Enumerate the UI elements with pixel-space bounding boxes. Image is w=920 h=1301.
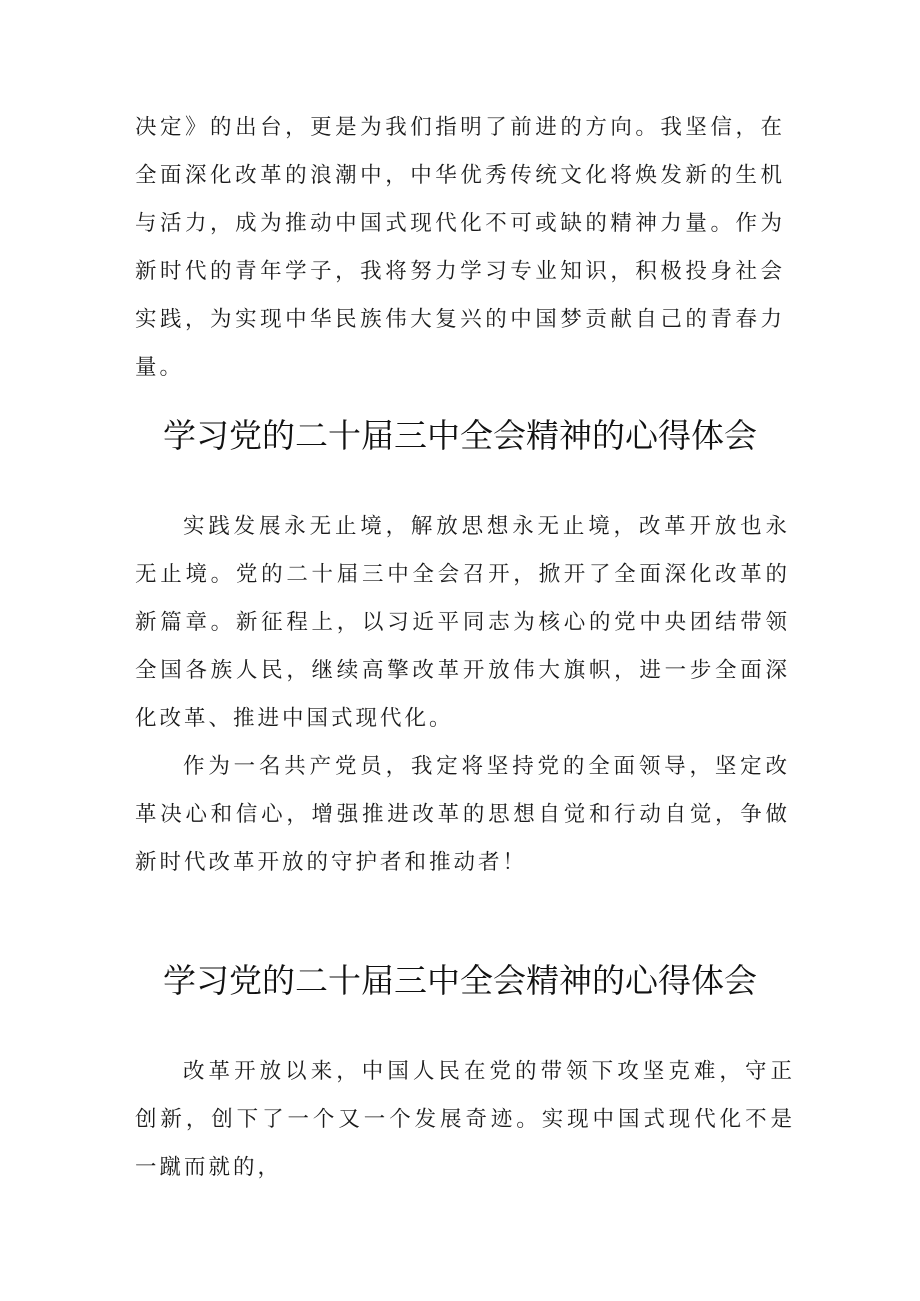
section-2-paragraph-1: 改革开放以来，中国人民在党的带领下攻坚克难，守正创新，创下了一个又一个发展奇迹。实现中国式现代化不是一蹴而就的， bbox=[135, 1059, 795, 1180]
section-1-body bbox=[135, 503, 790, 887]
section-2-title: 学习党的二十届三中全会精神的心得体会 bbox=[163, 961, 757, 1000]
section-1-title: 学习党的二十届三中全会精神的心得体会 bbox=[163, 416, 757, 455]
section-1-paragraph-1: 实践发展永无止境，解放思想永无止境，改革开放也永无止境。党的二十届三中全会召开，掀开了全面深化改革的新篇章。新征程上，以习近平同志为核心的党中央团结带领全国各族人民，继续高擎改革开放伟大旗帜，进一步全面深化改革、推进中国式现代化。 bbox=[135, 514, 790, 731]
section-1-paragraph-2: 作为一名共产党员，我定将坚持党的全面领导，坚定改革决心和信心，增强推进改革的思想自觉和行动自觉，争做新时代改革开放的守护者和推动者！ bbox=[135, 754, 790, 875]
intro-paragraph: 决定》的出台，更是为我们指明了前进的方向。我坚信，在全面深化改革的浪潮中，中华优秀传统文化将焕发新的生机与活力，成为推动中国式现代化不可或缺的精神力量。作为新时代的青年学子，我将努力学习专业知识，积极投身社会实践，为实现中华民族伟大复兴的中国梦贡献自己的青春力量。 bbox=[135, 115, 785, 380]
section-2-body bbox=[135, 1048, 795, 1192]
